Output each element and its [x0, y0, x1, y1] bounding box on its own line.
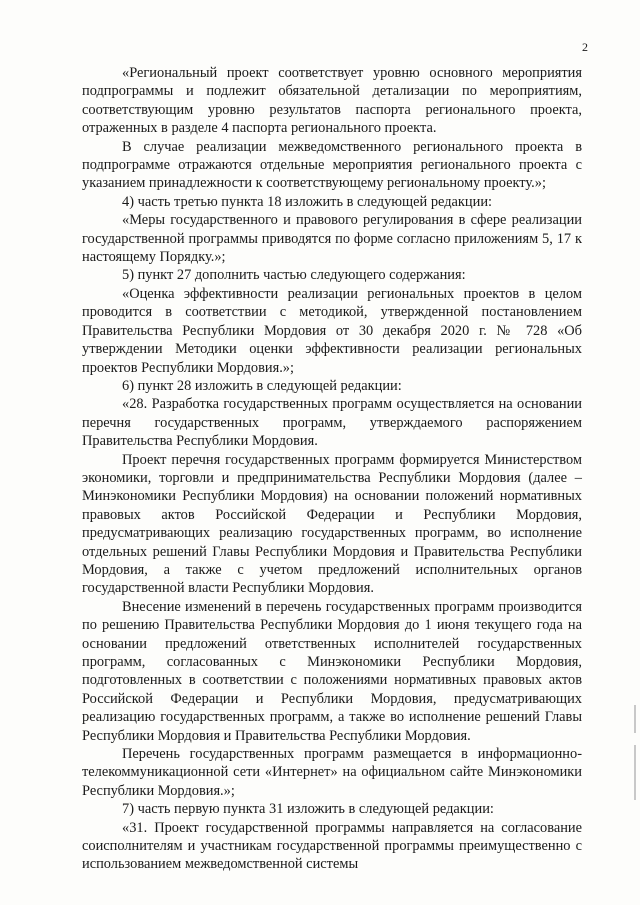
- document-body: [82, 64, 582, 874]
- paragraph-item-6: 6) пункт 28 изложить в следующей редакции:: [122, 377, 402, 394]
- paragraph-item-5: 5) пункт 27 дополнить частью следующего содержания:: [122, 267, 466, 284]
- scan-edge-mark: [634, 745, 636, 800]
- scan-edge-mark: [634, 705, 636, 733]
- paragraph-regulation-measures: «Меры государственного и правового регулирования в сфере реализации государственной программы приводятся по форме согласно приложениям 5, 17 к настоящему Порядку.»;: [82, 212, 582, 266]
- paragraph-list-changes: Внесение изменений в перечень государственных программ производится по решению Правительства Республики Мордовия до 1 июня текущего года на основании предложений ответственных исполнителей государственных программ, согласованных с Минэкономики Республики Мордовия, подготовленных в соответствии с положениями нормативных правовых актов Российской Федерации и Республики Мордовия, предусматривающих реализацию государственных программ, а также во исполнение решений Главы Республики Мордовия и Правительства Республики Мордовия.: [82, 598, 582, 744]
- paragraph-interdepartmental-project: В случае реализации межведомственного регионального проекта в подпрограмме отражаются отдельные мероприятия регионального проекта с указанием принадлежности к соответствующему региональному проекту.»;: [82, 138, 582, 192]
- paragraph-point-28: «28. Разработка государственных программ осуществляется на основании перечня государственных программ, утверждаемого распоряжением Правительства Республики Мордовия.: [82, 396, 582, 450]
- paragraph-point-31: «31. Проект государственной программы направляется на согласование соисполнителям и участникам государственной программы преимущественно с использованием межведомственной системы: [82, 819, 582, 873]
- paragraph-regional-project: «Региональный проект соответствует уровню основного мероприятия подпрограммы и подлежит обязательной детализации по мероприятиям, соответствующим уровню результатов паспорта регионального проекта, отраженных в разделе 4 паспорта регионального проекта.: [82, 65, 582, 137]
- paragraph-item-4: 4) часть третью пункта 18 изложить в следующей редакции:: [122, 193, 493, 210]
- paragraph-draft-list: Проект перечня государственных программ формируется Министерством экономики, торговли и предпринимательства Республики Мордовия (далее – Минэкономики Республики Мордовия) на основании положений нормативных правовых актов Российской Федерации и Республики Мордовия, предусматривающих реализацию государственных программ, во исполнение отдельных решений Главы Республики Мордовия и Правительства Республики Мордовия, а также с учетом предложений исполнительных органов государственной власти Республики Мордовия.: [82, 451, 582, 597]
- paragraph-efficiency-evaluation: «Оценка эффективности реализации региональных проектов в целом проводится в соответствии с методикой, утвержденной постановлением Правительства Республики Мордовия от 30 декабря 2020 г. № 728 «Об утверждении Методики оценки эффективности реализации региональных проектов Республики Мордовия.»;: [82, 285, 582, 376]
- paragraph-list-publication: Перечень государственных программ размещается в информационно-телекоммуникационной сети «Интернет» на официальном сайте Минэкономики Республики Мордовия.»;: [82, 746, 582, 799]
- paragraph-item-7: 7) часть первую пункта 31 изложить в следующей редакции:: [122, 801, 494, 818]
- page-number: 2: [582, 40, 588, 54]
